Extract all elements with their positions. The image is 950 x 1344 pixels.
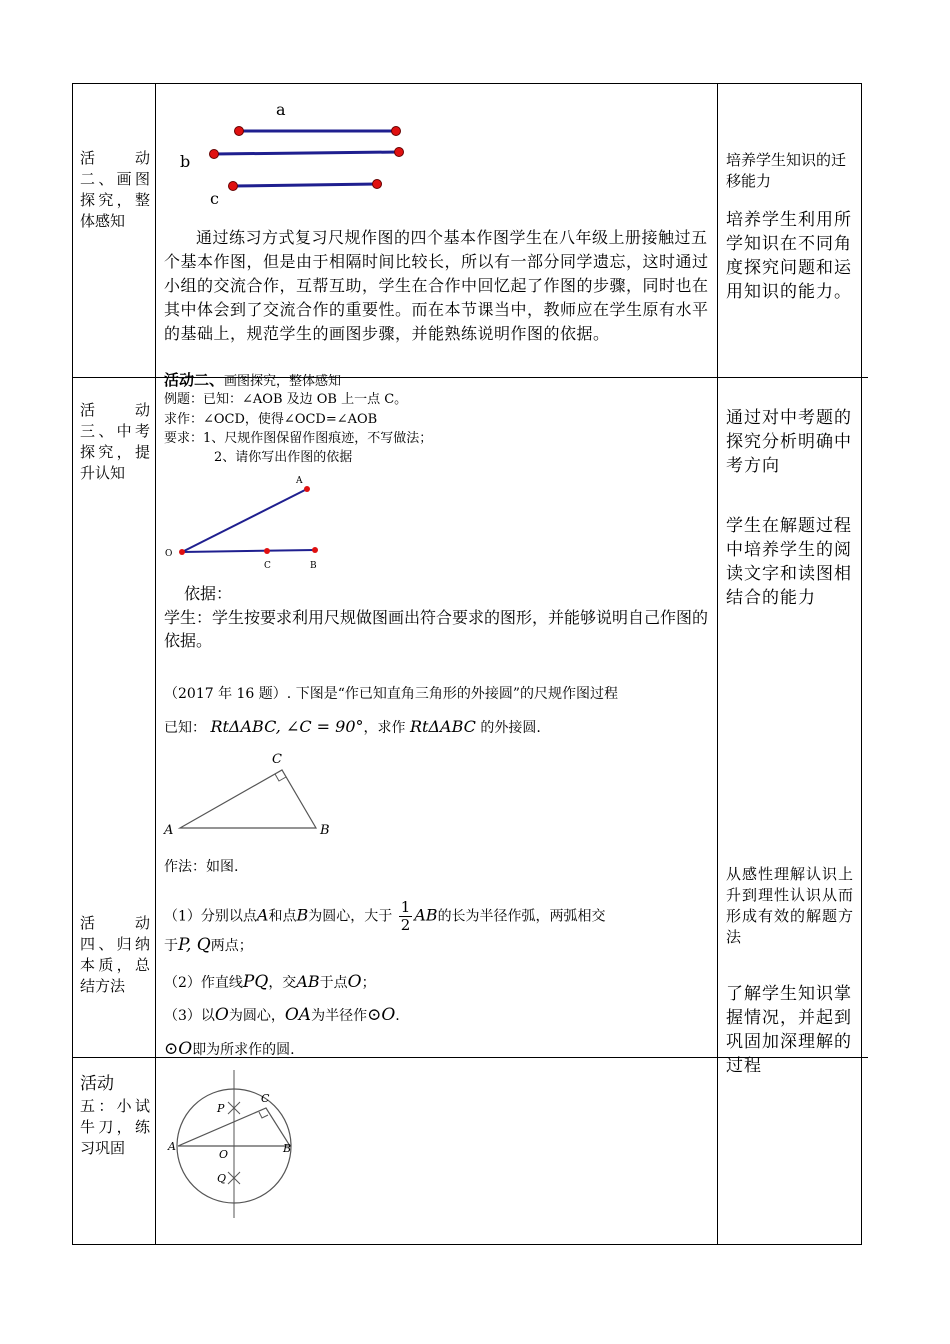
- step2-a: （2）作直线: [164, 975, 243, 991]
- step2-d: ；: [361, 975, 376, 991]
- row1-label: 活 动二、画图探究，整体感知: [80, 149, 150, 230]
- basis-label: 依据：: [184, 584, 233, 603]
- row3-label: 活 动四、归纳本质，总结方法: [80, 914, 150, 995]
- construct-text: 求作：∠OCD，使得∠OCD=∠AOB: [164, 412, 378, 427]
- table-border-left: [72, 83, 73, 1245]
- row4-label: [80, 1072, 150, 1159]
- right-triangle-figure: [160, 748, 340, 840]
- row2-label: 活 动三、中考探究，提升认知: [80, 401, 150, 482]
- step1-f: 两点；: [210, 938, 253, 954]
- label-C: C: [264, 561, 271, 571]
- table-border-right: [861, 83, 862, 1245]
- circle-label-O: O: [219, 1148, 229, 1161]
- row2-right-text-2: 学生在解题过程中培养学生的阅读文字和读图相结合的能力: [726, 516, 852, 608]
- row4-label-line1: 活动: [80, 1074, 114, 1094]
- final-line: [164, 1039, 295, 1061]
- method-text: 作法：如图.: [164, 859, 239, 875]
- row3-right-text-1: 从感性理解认识上升到理性认识从而形成有效的解题方法: [726, 865, 855, 946]
- circle-label-B: B: [283, 1142, 292, 1155]
- known-prefix: 已知：: [164, 720, 206, 736]
- known-math-2: RtΔABC: [409, 717, 476, 736]
- label-A: A: [296, 476, 303, 486]
- step3-OA: OA: [284, 1005, 312, 1025]
- step3-a: （3）以: [164, 1008, 215, 1024]
- circumcircle-figure: [165, 1066, 300, 1222]
- step-2-line: [164, 971, 376, 994]
- segment-b: [214, 152, 399, 154]
- step-3-line: [164, 1005, 400, 1027]
- fraction-numerator: 1: [400, 898, 411, 916]
- requirement-2: 2、请你写出作图的依据: [214, 450, 353, 465]
- segment-b-end: [395, 148, 404, 157]
- step2-AB: AB: [296, 972, 320, 991]
- label-b: b: [180, 152, 191, 171]
- activity-heading: [164, 370, 341, 391]
- step2-O: O: [347, 972, 362, 992]
- activity-heading-rest: 画图探究，整体感知: [224, 374, 342, 389]
- step1-d: 的长为半径作弧，两弧相交: [437, 908, 606, 925]
- point-B: [312, 547, 318, 553]
- label-O: O: [165, 549, 173, 559]
- fraction-denominator: 2: [400, 916, 411, 934]
- segment-b-start: [210, 150, 219, 159]
- step3-c: 为半径作: [311, 1008, 368, 1024]
- tri-label-C: C: [272, 752, 282, 767]
- label-B: B: [310, 561, 317, 571]
- known-line: [164, 716, 541, 739]
- circle-label-A: A: [168, 1140, 176, 1153]
- step2-c: 于点: [319, 975, 348, 991]
- point-A: [304, 486, 310, 492]
- step3-b: 为圆心，: [228, 1008, 285, 1024]
- final-circle: ⊙O: [164, 1039, 193, 1059]
- row1-paragraph: 通过练习方式复习尺规作图的四个基本作图学生在八年级上册接触过五个基本作图，但是由于相隔时间比较长，所以有一部分同学遗忘，这时通过小组的交流合作，互帮互助，学生在合作中回忆起了作图的步骤，同时也在其中体会到了交流合作的重要性。而在本节课当中，教师应在学生原有水平的基础上，规范学生的画图步骤，并能熟练说明作图的依据。: [164, 228, 709, 343]
- step-1-line-1: [164, 899, 606, 934]
- step1-e: 于: [164, 938, 178, 954]
- row4-label-rest: 五：小试牛刀，练习巩固: [80, 1097, 150, 1157]
- row1-right-text-1: 培养学生知识的迁移能力: [726, 151, 847, 190]
- step-1-line-2: [164, 935, 253, 957]
- step1-a: （1）分别以点: [164, 908, 257, 925]
- tri-label-A: A: [164, 823, 174, 838]
- step3-d: .: [395, 1008, 400, 1024]
- student-text: 学生：学生按要求利用尺规做图画出符合要求的图形，并能够说明自己作图的依据。: [164, 608, 709, 650]
- table-divider-1: [155, 83, 156, 1245]
- known-suffix: 的外接圆.: [480, 720, 541, 736]
- label-a: a: [276, 100, 286, 119]
- example-text: 例题：已知：∠AOB 及边 OB 上一点 C。: [164, 392, 408, 407]
- label-c: c: [210, 189, 219, 205]
- step1-A: A: [256, 905, 269, 925]
- step1-B: B: [296, 905, 309, 925]
- row3-right-text-2: 了解学生知识掌握情况，并起到巩固加深理解的过程: [726, 984, 852, 1076]
- segment-c-end: [373, 180, 382, 189]
- circle-label-P: P: [217, 1102, 225, 1115]
- table-border-top: [72, 83, 862, 84]
- known-mid: ，求作: [363, 720, 406, 736]
- angle-figure: [160, 470, 340, 575]
- step1-b: 和点: [268, 908, 297, 925]
- segment-c: [233, 184, 377, 186]
- fraction: [399, 899, 413, 934]
- problem-text: （2017 年 16 题）. 下图是“作已知直角三角形的外接圆”的尺规作图过程: [164, 686, 619, 702]
- row1-right-text-2: 培养学生利用所学知识在不同角度探究问题和运用知识的能力。: [726, 210, 852, 302]
- circle-label-Q: Q: [217, 1172, 227, 1185]
- table-border-bottom: [72, 1244, 862, 1245]
- step3-O: O: [214, 1005, 229, 1025]
- segment-a-end: [392, 127, 401, 136]
- ray-OA: [182, 489, 307, 552]
- inscribed-right-angle-mark: [259, 1112, 268, 1118]
- activity-heading-bold: 活动二、: [164, 371, 225, 389]
- segment-c-start: [229, 182, 238, 191]
- point-O: [179, 549, 185, 555]
- requirement-1: 要求：1、尺规作图保留作图痕迹，不写做法；: [164, 431, 433, 446]
- ray-OB: [182, 550, 315, 552]
- step1-AB: AB: [414, 905, 438, 925]
- step2-PQ: PQ: [242, 972, 269, 992]
- step3-circle: ⊙O: [367, 1005, 396, 1025]
- circle-label-C: C: [261, 1092, 270, 1105]
- point-C: [264, 548, 270, 554]
- segment-a-start: [235, 127, 244, 136]
- tri-label-B: B: [320, 823, 330, 838]
- final-text: 即为所求作的圆.: [192, 1042, 295, 1058]
- step1-PQ: P, Q: [178, 935, 211, 955]
- step2-b: ，交: [268, 975, 297, 991]
- triangle-ABC: [180, 770, 316, 828]
- known-math: RtΔABC, ∠C = 90°: [210, 717, 364, 736]
- line-segments-figure: [170, 95, 430, 205]
- step1-c: 为圆心，大于: [308, 908, 393, 925]
- table-divider-2: [717, 83, 718, 1245]
- row2-right-text-1: 通过对中考题的探究分析明确中考方向: [726, 408, 852, 476]
